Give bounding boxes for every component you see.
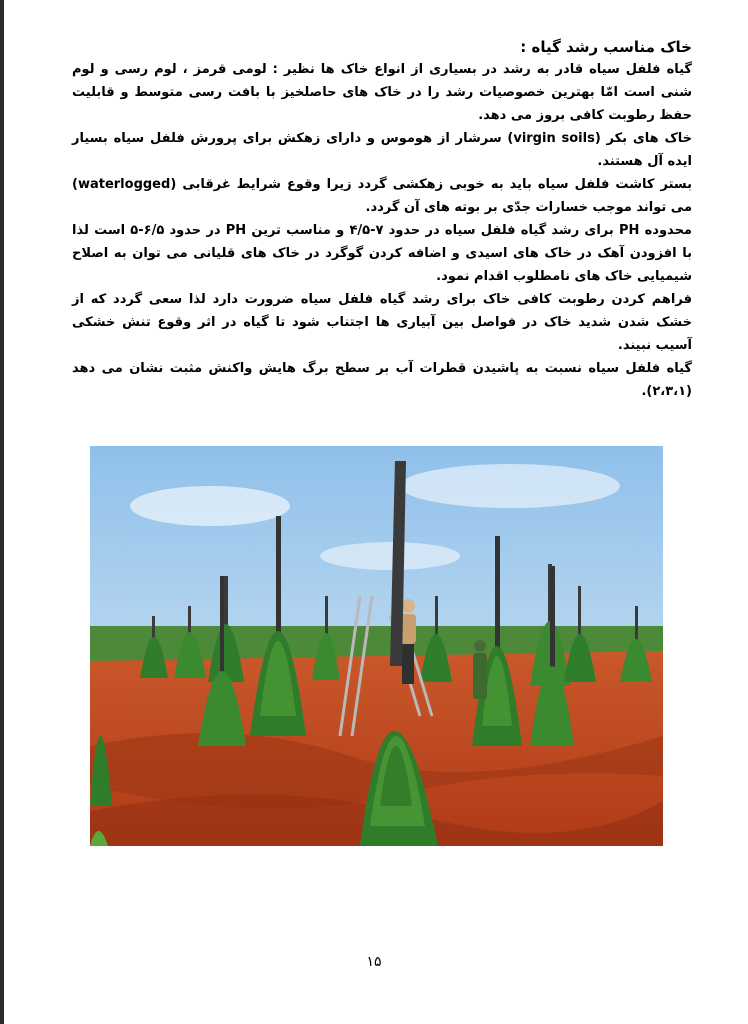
paragraph-moisture: فراهم کردن رطوبت کافی خاک برای رشد گیاه فلفل سیاه ضرورت دارد لذا سعی گردد که از خشک شدن شدید خاک در فواصل بین آبیاری ها اجتناب شود تا گیاه در اثر وقوع تنش خشکی آسیب نبیند. [72,292,692,353]
page-left-border [0,0,4,1024]
section-heading: خاک مناسب رشد گیاه : [520,38,692,56]
paragraph-soil-types: گیاه فلفل سیاه قادر به رشد در بسیاری از انواع خاک ها نظیر : لومی قرمز ، لوم رسی و لوم شنی است امّا بهترین خصوصیات رشد را در خاک های حاصلخیز با بافت رسی متوسط و قابلیت حفظ رطوبت کافی بروز می دهد. [72,62,692,123]
document-page [72,38,692,403]
page-number: ۱۵ [366,954,382,970]
paragraph-ph: محدوده PH برای رشد گیاه فلفل سیاه در حدود ۷-۴/۵ و مناسب ترین PH در حدود ۶/۵-۵ است لذا با افزودن آهک در خاک های اسیدی و اضافه کردن گوگرد در خاک های قلیانی می توان به اصلاح شیمیایی خاک های نامطلوب اقدام نمود. [72,223,692,284]
paragraph-water-spray: گیاه فلفل سیاه نسبت به پاشیدن قطرات آب بر سطح برگ هایش واکنش مثبت نشان می دهد (۲،۳،۱). [72,361,692,399]
pepper-plantation-photo [90,446,663,846]
paragraph-virgin-soils: خاک های بکر (virgin soils) سرشار از هوموس و دارای زهکش برای پرورش فلفل سیاه بسیار ایده آل هستند. [72,131,693,169]
plantation-illustration [90,446,663,846]
paragraph-drainage: بستر کاشت فلفل سیاه باید به خوبی زهکشی گردد زیرا وقوع شرایط غرقابی (waterlogged) می تواند موجب خسارات جدّی بر بوته های آن گردد. [72,177,692,215]
